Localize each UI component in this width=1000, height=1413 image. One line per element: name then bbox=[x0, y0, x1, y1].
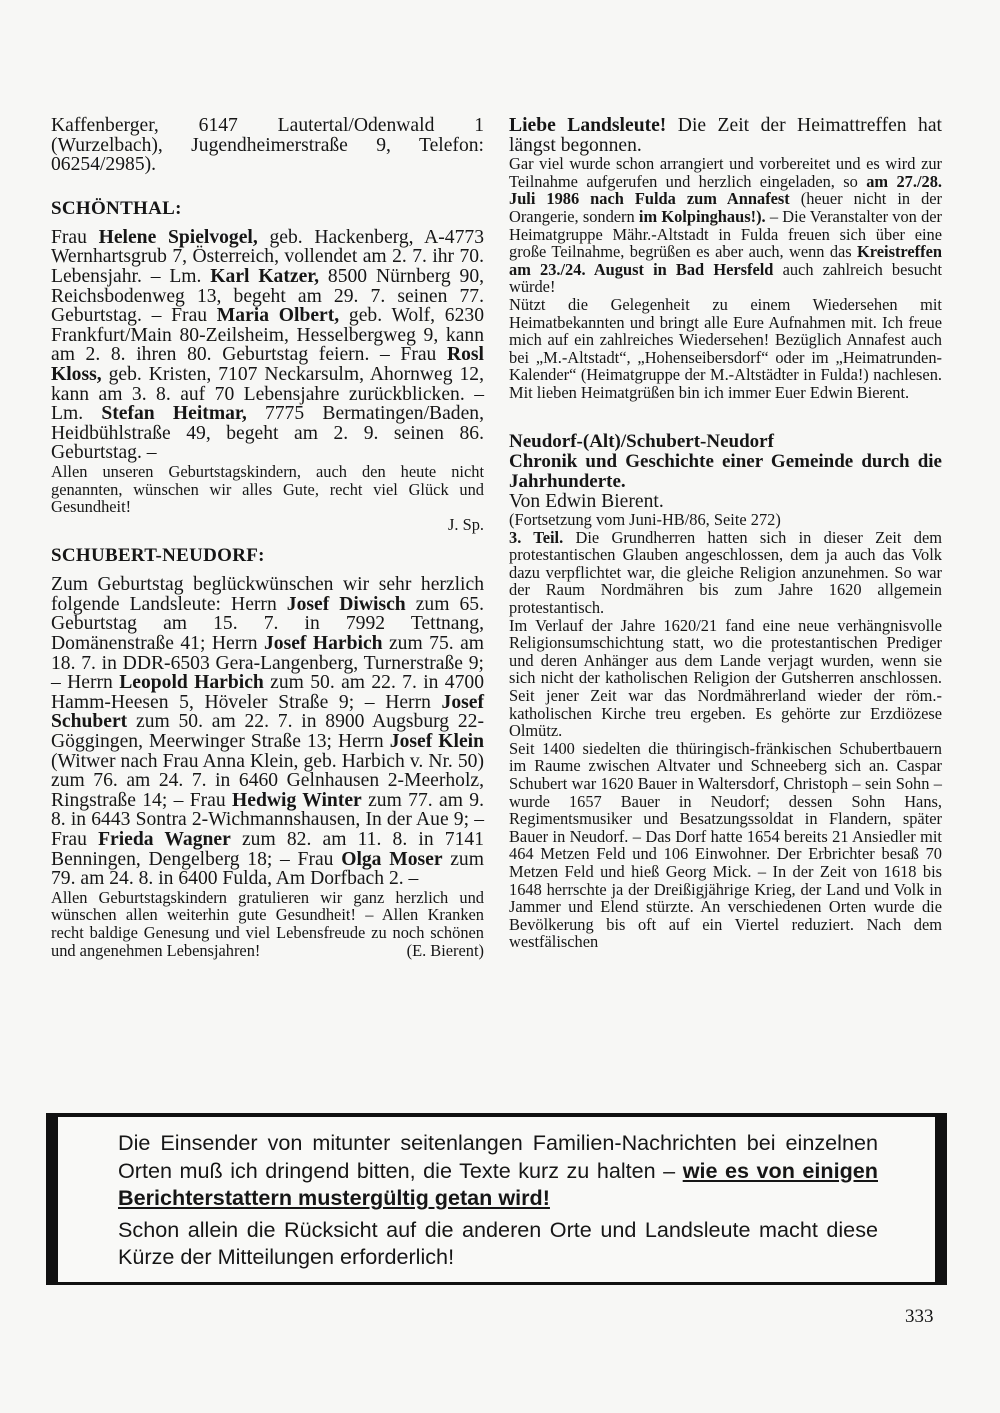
notice-underlined-text: wie es von einigen Berichterstattern mustergültig getan wird! bbox=[118, 1157, 878, 1210]
chronicle-title-line2: Chronik und Geschichte einer Gemeinde durch die Jahrhunderte. bbox=[509, 450, 942, 492]
chronicle-paragraph-3: Seit 1400 siedelten die thüringisch-fränkischen Schubertbauern im Raume zwischen Altvater und Schneeberg sich an. Caspar Schubert war 1620 Bauer in Waltersdorf, Christoph – sein Sohn – wurde 1657 Bauer in Neudorf; dessen Sohn Hans, Regimentsmusiker und Besatzungssoldat in Flandern, später Bauer in Neudorf. – Das Dorf hatte 1654 bereits 21 Ansiedler mit 464 Metzen Feld und 106 Einwohner. Der Erbrichter besaß 70 Metzen Feld und hieß Georg Mick. – In der Zeit von 1618 bis 1648 herrschte ja der Dreißigjährige Krieg, der Land und Volk in Jammer und Elend stürzte. An verschiedenen Orten wurde die Bevölkerung bis oft auf ein Viertel reduziert. Nach dem westfälischen bbox=[509, 738, 942, 952]
greeting-paragraph: Liebe Landsleute! Die Zeit der Heimattreffen hat längst begonnen. bbox=[509, 115, 942, 156]
schoenthal-signature-row bbox=[51, 516, 484, 534]
schoenthal-wishes: Allen unseren Geburtstagskindern, auch den heute nicht genannten, wünschen wir alles Gute, recht viel Glück und Gesundheit! bbox=[51, 461, 484, 517]
chronicle-paragraph-1: 3. Teil. Die Grundherren hatten sich in dieser Zeit dem protestantischen Glauben angeschlossen, dem ja auch das Volk dazu verpflichtet war, die gleiche Religion anzunehmen. So war der Raum Nordmähren bis zum Jahre 1620 allgemein protestantisch. bbox=[509, 527, 942, 618]
chronicle-paragraph-2: Im Verlauf der Jahre 1620/21 fand eine neue verhängnisvolle Religionsumschichtung statt, wo die protestantischen Prediger und deren Anhänger aus dem Lande verjagt wurden, wenn sie sich nicht der katholischen Religion der Gutsherren anschlossen. Seit jener Zeit war das Nordmährerland wieder der röm.-katholischen Kirche treu ergeben. Es gehörte zur Erzdiözese Olmütz. bbox=[509, 615, 942, 741]
notice-paragraph-2: Schon allein die Rücksicht auf die anderen Orte und Landsleute macht diese Kürze der Mitteilungen erforderlich! bbox=[118, 1216, 878, 1269]
annafest-paragraph: Gar viel wurde schon arrangiert und vorbereitet und es wird zur Teilnahme aufgerufen und herzlich eingeladen, so am 27./28. Juli 1986 nach Fulda zum Annafest (heuer nicht in der Orangerie, sondern im Kolpinghaus!). – Die Veranstalter von der Heimatgruppe Mähr.-Altstadt in Fulda freuen sich über eine große Teilnahme, begrüßen es aber auch, wenn das Kreistreffen am 23./24. August in Bad Hersfeld auch zahlreich besucht würde! bbox=[509, 154, 942, 297]
chronicle-title-line1: Neudorf-(Alt)/Schubert-Neudorf bbox=[509, 430, 774, 452]
reunion-paragraph: Nützt die Gelegenheit zu einem Wiedersehen mit Heimatbekannten und bringt alle Eure Aufnahmen mit. Ich freue mich auf ein zahlreiches Wiedersehen! Bezüglich Annafest auch bei „M.-Altstadt“, „Hohenseibersdorf“ oder im „Heimatrunden-Kalender“ (Heimatgruppe der M.-Altstädter in Fulda!) nachlesen. Mit lieben Heimatgrüßen bin ich immer Euer Edwin Bierent. bbox=[509, 294, 942, 402]
page-number: 333 bbox=[905, 1306, 934, 1327]
notice-text bbox=[118, 1129, 878, 1271]
section-heading-schubert-neudorf: SCHUBERT-NEUDORF: bbox=[51, 545, 265, 567]
schubert-wishes: Allen Geburtstagskindern gratulieren wir ganz herzlich und wünschen allen weiterhin gute Gesundheit! – Allen Kranken recht baldige Genesung und viel Lebensfreude zu noch schönen und angenehmen Lebensjahren! (E. Bierent) bbox=[51, 887, 484, 960]
notice-box bbox=[46, 1113, 947, 1285]
schubert-birthday-paragraph: Zum Geburtstag beglückwünschen wir sehr herzlich folgende Landsleute: Herrn Josef Diwisch zum 65. Geburtstag am 15. 7. in 7992 Tettnang, Domänenstraße 41; Herrn Josef Harbich zum 75. am 18. 7. in DDR-6503 Gera-Langenberg, Turnerstraße 9; – Herrn Leopold Harbich zum 50. am 22. 7. in 4700 Hamm-Heesen 5, Höveler Straße 9; – Herrn Josef Schubert zum 50. am 22. 7. in 8900 Augsburg 22-Göggingen, Meerwinger Straße 13; Herrn Josef Klein (Witwer nach Frau Anna Klein, geb. Harbich v. Nr. 50) zum 76. am 24. 7. in 6460 Gelnhausen 2-Meerholz, Ringstraße 14; – Frau Hedwig Winter zum 77. am 9. 8. in 6443 Sontra 2-Wichmannshausen, In der Aue 9; – Frau Frieda Wagner zum 82. am 11. 8. in 7141 Benningen, Dengelberg 18; – Frau Olga Moser zum 79. am 24. 8. in 6400 Fulda, Am Dorfbach 2. – bbox=[51, 574, 485, 890]
chronicle-article bbox=[509, 432, 942, 951]
section-heading-schoenthal: SCHÖNTHAL: bbox=[51, 197, 182, 219]
right-column bbox=[509, 116, 942, 951]
schoenthal-birthday-paragraph: Frau Helene Spielvogel, geb. Hackenberg, A-4773 Wernhartsgrub 7, Österreich, vollendet am 2. 7. ihr 70. Lebensjahr. – Lm. Karl Katzer, 8500 Nürnberg 90, Reichsbodenweg 13, begeht am 29. 7. seinen 77. Geburtstag. – Frau Maria Olbert, geb. Wolf, 6230 Frankfurt/Main 80-Zeilsheim, Hesselbergweg 9, kann am 2. 8. ihren 80. Geburtstag feiern. – Frau Rosl Kloss, geb. Kristen, 7107 Neckarsulm, Ahornweg 12, kann am 3. 8. auf 70 Lebensjahre zurückblicken. – Lm. Stefan Heitmar, 7775 Bermatingen/Baden, Heidbühlstraße 49, begeht am 2. 9. seinen 86. Geburtstag. – bbox=[51, 226, 485, 464]
left-column bbox=[51, 116, 484, 959]
chronicle-continuation: (Fortsetzung vom Juni-HB/86, Seite 272) bbox=[509, 510, 781, 530]
chronicle-author: Von Edwin Bierent. bbox=[509, 490, 664, 512]
intro-paragraph: Kaffenberger, 6147 Lautertal/Odenwald 1 (Wurzelbach), Jugendheimerstraße 9, Telefon: 06254/2985). bbox=[51, 115, 484, 176]
schubert-signature: (E. Bierent) bbox=[406, 940, 484, 960]
notice-paragraph-1: Die Einsender von mitunter seitenlangen Familien-Nachrichten bei einzelnen Orten muß ich dringend bitten, die Texte kurz zu halten – wie es von einigen Berichterstattern mustergültig getan wird! bbox=[118, 1130, 878, 1210]
schoenthal-signature: J. Sp. bbox=[448, 514, 484, 534]
